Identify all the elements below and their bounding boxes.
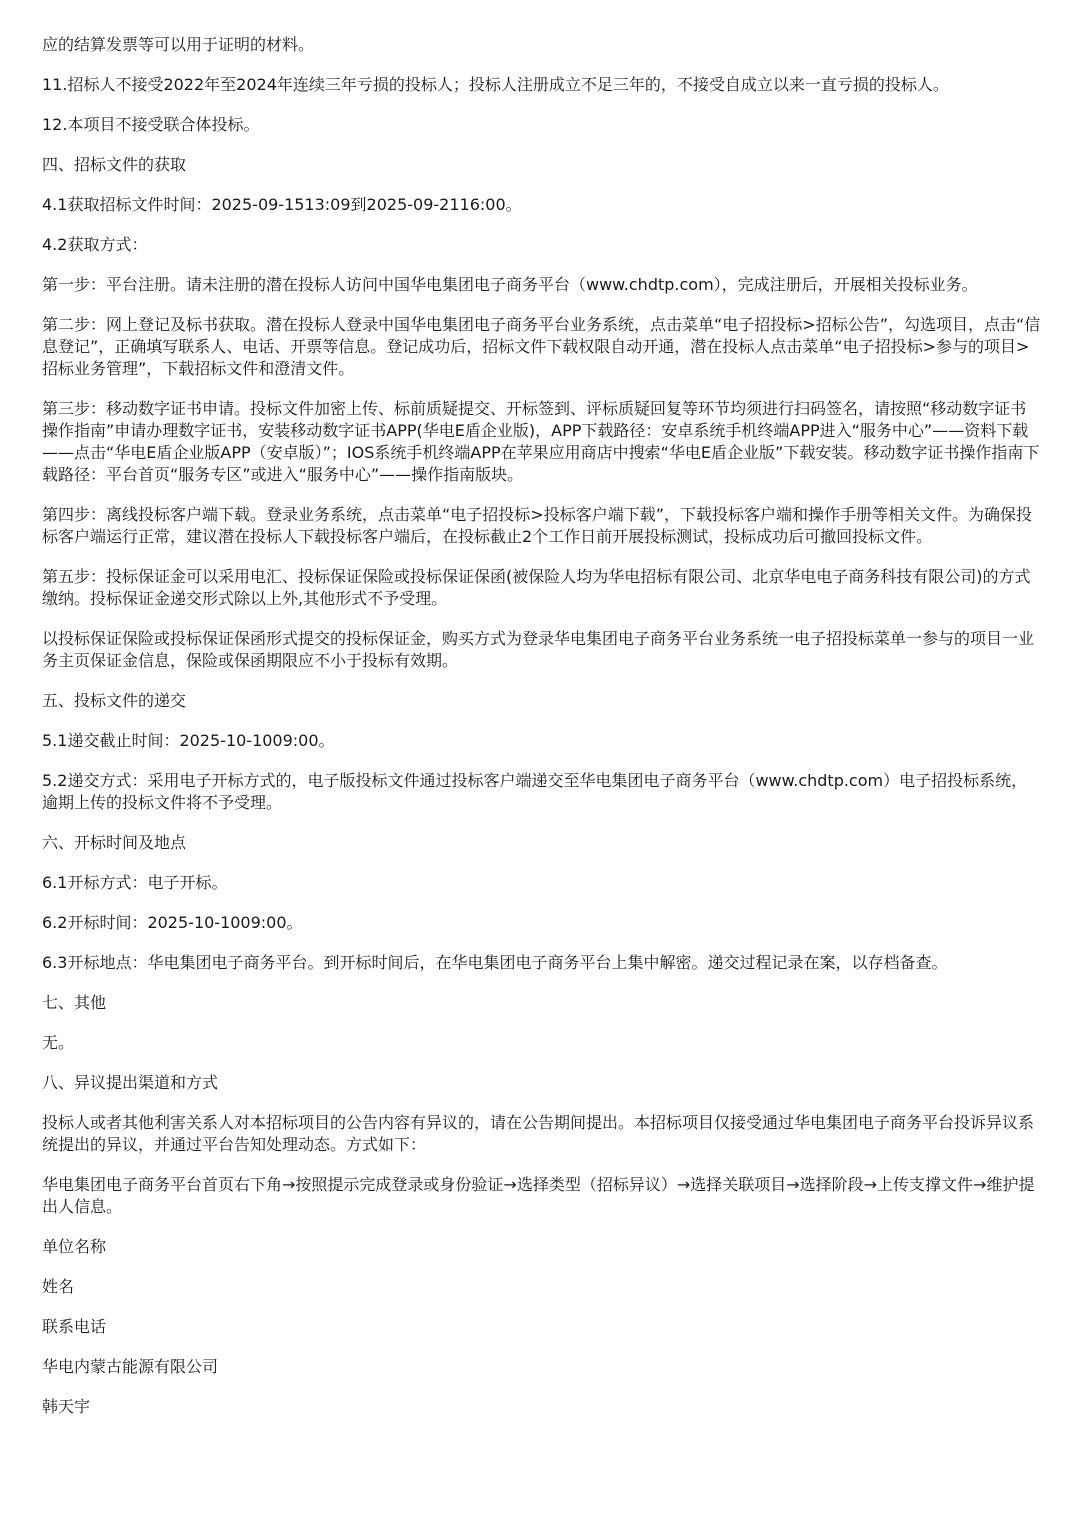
paragraph-objection-intro: 投标人或者其他利害关系人对本招标项目的公告内容有异议的，请在公告期间提出。本招标项目仅接受通过华电集团电子商务平台投诉异议系统提出的异议，并通过平台告知处理动态。方式如下： [42,1113,1035,1154]
section-heading-objection: 八、异议提出渠道和方式 [42,1073,219,1092]
document-body [42,34,1042,1418]
section-heading-opening: 六、开标时间及地点 [42,833,187,852]
paragraph-submission-deadline: 5.1递交截止时间：2025-10-1009:00。 [42,731,335,750]
section-heading-obtain-documents: 四、招标文件的获取 [42,155,187,174]
value-name: 韩天宇 [42,1397,91,1416]
paragraph-opening-time: 6.2开标时间：2025-10-1009:00。 [42,913,303,932]
paragraph-step-1: 第一步：平台注册。请未注册的潜在投标人访问中国华电集团电子商务平台（www.chdtp.com），完成注册后，开展相关投标业务。 [42,275,978,294]
paragraph-opening-location: 6.3开标地点：华电集团电子商务平台。到开标时间后，在华电集团电子商务平台上集中解密。递交过程记录在案，以存档备查。 [42,953,948,972]
paragraph-obtain-time: 4.1获取招标文件时间：2025-09-1513:09到2025-09-2116:00。 [42,195,522,214]
paragraph-guarantee-purchase: 以投标保证保险或投标保证保函形式提交的投标保证金，购买方式为登录华电集团电子商务平台业务系统一电子招投标菜单一参与的项目一业务主页保证金信息，保险或保函期限应不小于投标有效期。 [42,629,1035,670]
paragraph-opening-method: 6.1开标方式：电子开标。 [42,873,228,892]
paragraph-no-consortium: 12.本项目不接受联合体投标。 [42,115,260,134]
paragraph-step-4: 第四步：离线投标客户端下载。登录业务系统，点击菜单“电子招投标>投标客户端下载”，下载投标客户端和操作手册等相关文件。为确保投标客户端运行正常，建议潜在投标人下载投标客户端后，在投标截止2个工作日前开展投标测试，投标成功后可撤回投标文件。 [42,505,1032,546]
paragraph-step-5: 第五步：投标保证金可以采用电汇、投标保证保险或投标保证保函(被保险人均为华电招标有限公司、北京华电电子商务科技有限公司)的方式缴纳。投标保证金递交形式除以上外,其他形式不予受理。 [42,567,1031,608]
paragraph-submission-method: 5.2递交方式：采用电子开标方式的，电子版投标文件通过投标客户端递交至华电集团电子商务平台（www.chdtp.com）电子招投标系统，逾期上传的投标文件将不予受理。 [42,771,1028,812]
paragraph-loss-requirement: 11.招标人不接受2022年至2024年连续三年亏损的投标人；投标人注册成立不足三年的，不接受自成立以来一直亏损的投标人。 [42,75,949,94]
paragraph-obtain-method: 4.2获取方式： [42,235,148,254]
paragraph-step-2: 第二步：网上登记及标书获取。潜在投标人登录中国华电集团电子商务平台业务系统，点击菜单“电子招投标>招标公告”，勾选项目，点击“信息登记”，正确填写联系人、电话、开票等信息。登记成功后，招标文件下载权限自动开通，潜在投标人点击菜单“电子招投标>参与的项目>招标业务管理”，下载招标文件和澄清文件。 [42,315,1041,378]
paragraph-objection-steps: 华电集团电子商务平台首页右下角→按照提示完成登录或身份验证→选择类型（招标异议）→选择关联项目→选择阶段→上传支撑文件→维护提出人信息。 [42,1175,1035,1216]
label-phone: 联系电话 [42,1317,107,1336]
paragraph-invoice-materials: 应的结算发票等可以用于证明的材料。 [42,35,315,54]
label-name: 姓名 [42,1277,75,1296]
section-heading-other: 七、其他 [42,993,107,1012]
paragraph-step-3: 第三步：移动数字证书申请。投标文件加密上传、标前质疑提交、开标签到、评标质疑回复等环节均须进行扫码签名，请按照“移动数字证书操作指南”申请办理数字证书，安装移动数字证书APP(华电E盾企业版)，APP下载路径：安卓系统手机终端APP进入“服务中心”——资料下载——点击“华电E盾企业版APP（安卓版）”；IOS系统手机终端APP在苹果应用商店中搜索“华电E盾企业版”下载安装。移动数字证书操作指南下载路径：平台首页“服务专区”或进入“服务中心”——操作指南版块。 [42,399,1040,484]
value-unit-name: 华电内蒙古能源有限公司 [42,1357,219,1376]
paragraph-none: 无。 [42,1033,75,1052]
label-unit-name: 单位名称 [42,1237,107,1256]
section-heading-submission: 五、投标文件的递交 [42,691,187,710]
